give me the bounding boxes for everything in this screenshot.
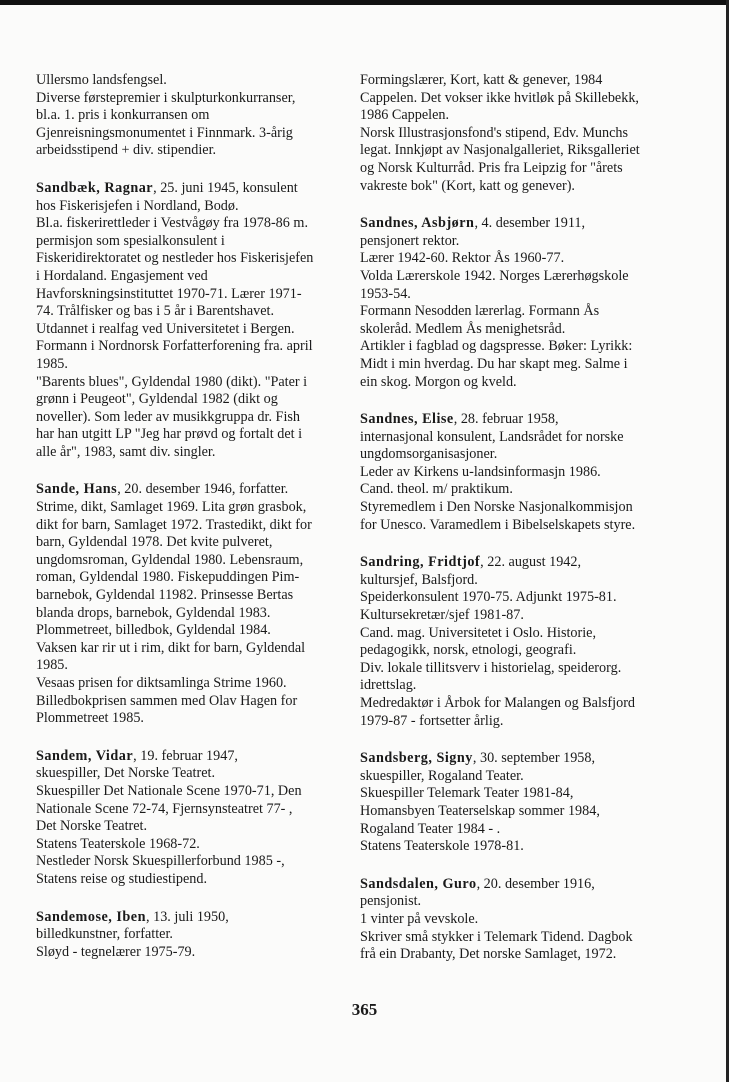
entry-sandsberg-signy	[360, 750, 700, 856]
entry-sandsdalen-guro	[360, 876, 700, 964]
entry-text-line: blanda drops, barnebok, Gyldendal 1983.	[36, 604, 271, 621]
entry-text-line: Vaksen kar rir ut i rim, dikt for barn, Gyldendal	[36, 639, 306, 656]
entry-text-line: Skuespiller Telemark Teater 1981-84,	[360, 785, 574, 802]
entry-intro: , 4. desember 1911,	[474, 215, 586, 232]
entry-heading	[36, 748, 336, 766]
entry-sande-hans	[36, 481, 336, 727]
entry-text-line: internasjonal konsulent, Landsrådet for norske	[360, 428, 624, 445]
entry-heading	[36, 481, 336, 499]
entry-text-line: Medredaktør i Årbok for Malangen og Balsfjord	[360, 695, 636, 711]
entry-text-line: skuespiller, Rogaland Teater.	[360, 767, 524, 784]
entry-sandb-k-ragnar	[36, 180, 336, 462]
entry-intro: , 30. september 1958,	[472, 750, 596, 767]
entry-text-line: idrettslag.	[360, 677, 417, 694]
entry-text-line: Homansbyen Teaterselskap sommer 1984,	[360, 802, 600, 819]
entry-text-line: Sløyd - tegnelærer 1975-79.	[36, 943, 196, 960]
entry-text-line: billedkunstner, forfatter.	[36, 926, 173, 943]
entry-sandem-vidar	[36, 748, 336, 889]
entry-heading	[360, 554, 700, 572]
entry-text-line: Diverse førstepremier i skulpturkonkurranser,	[36, 89, 296, 106]
entry-text-line: 1986 Cappelen.	[360, 107, 450, 124]
entry-text-line: pensjonert rektor.	[360, 232, 460, 249]
entry-text-line: bl.a. 1. pris i konkurransen om	[36, 107, 210, 124]
entry-intro: , 13. juli 1950,	[146, 908, 229, 925]
entry-text-line: Kultursekretær/sjef 1981-87.	[360, 607, 524, 624]
scan-edge-top	[0, 0, 729, 5]
entry-intro: , 25. juni 1945, konsulent	[153, 179, 298, 196]
entry-text-line: Plommetreet, billedbok, Gyldendal 1984.	[36, 622, 271, 639]
person-name: Sandbæk, Ragnar	[36, 179, 154, 196]
entry-text-line: Styremedlem i Den Norske Nasjonalkommisjon	[360, 499, 633, 516]
left-column	[36, 72, 336, 981]
entry-text-line: Strime, dikt, Samlaget 1969. Lita grøn grasbok,	[36, 499, 307, 516]
entry-text-line: hos Fiskerisjefen i Nordland, Bodø.	[36, 197, 239, 214]
entry-text-line: Formingslærer, Kort, katt & genever, 1984	[360, 72, 603, 88]
entry-text-line: 1979-87 - fortsetter årlig.	[360, 712, 504, 729]
entry-text-line: Fiskeridirektoratet og nestleder hos Fiskerisjefen	[36, 250, 314, 267]
entry-intro: , 20. desember 1916,	[476, 875, 595, 892]
entry-heading	[36, 909, 336, 927]
entry-text-line: "Barents blues", Gyldendal 1980 (dikt). "Pater i	[36, 373, 308, 390]
entry-text-line: noveller). Som leder av musikkgruppa dr. Fish	[36, 408, 301, 425]
entry-text-line: barn, Gyldendal 1978. Det kvite pulveret,	[36, 534, 273, 551]
entry-text-line: frå ein Drabanty, Det norske Samlaget, 1972.	[360, 946, 617, 963]
entry-text-line: 1985.	[36, 355, 68, 372]
entry-text-line: Cand. mag. Universitetet i Oslo. Historie,	[360, 624, 597, 641]
entry-heading	[360, 876, 700, 894]
entry-text-line: Skriver små stykker i Telemark Tidend. Dagbok	[360, 928, 633, 945]
entry-text-line: Utdannet i realfag ved Universitetet i Bergen.	[36, 320, 295, 337]
person-name: Sandem, Vidar	[36, 747, 134, 764]
entry-intro: , 20. desember 1946, forfatter.	[117, 481, 289, 498]
entry-text-line: Statens Teaterskole 1978-81.	[360, 838, 524, 855]
entry-text-line: kultursjef, Balsfjord.	[360, 571, 478, 588]
entry-text-line: 1953-54.	[360, 285, 411, 302]
person-name: Sandemose, Iben	[36, 908, 146, 925]
entry-text-line: Div. lokale tillitsverv i historielag, speiderorg.	[360, 659, 622, 676]
entry-text-line: Statens reise og studiestipend.	[36, 870, 208, 887]
entry-text-line: Cand. theol. m/ praktikum.	[360, 481, 513, 498]
entry-text-line: Artikler i fagblad og dagspresse. Bøker: Lyrikk:	[360, 338, 633, 355]
entry-text-line: ein skog. Morgon og kveld.	[360, 373, 517, 390]
entry-heading	[360, 750, 700, 768]
entry-continuation	[36, 72, 336, 160]
entry-sandring-fridtjof	[360, 554, 700, 730]
entry-text-line: Volda Lærerskole 1942. Norges Lærerhøgskole	[360, 267, 629, 284]
entry-text-line: har han utgitt LP "Jeg har prøvd og fortalt det i	[36, 426, 303, 443]
entry-text-line: Rogaland Teater 1984 - .	[360, 820, 501, 837]
entry-text-line: skuespiller, Det Norske Teatret.	[36, 765, 216, 782]
entry-heading	[360, 215, 700, 233]
entry-text-line: grønn i Peugeot", Gyldendal 1982 (dikt og	[36, 391, 278, 408]
entry-heading	[36, 180, 336, 198]
entry-text-line: 74. Trålfisker og bas i 5 år i Barentshavet.	[36, 303, 274, 320]
entry-text-line: Leder av Kirkens u-landsinformasjn 1986.	[360, 463, 601, 480]
entry-intro: , 28. februar 1958,	[453, 411, 559, 428]
entry-text-line: barnebok, Gyldendal 11982. Prinsesse Bertas	[36, 587, 294, 604]
entry-text-line: ungdomsorganisasjoner.	[360, 446, 498, 463]
entry-intro: , 22. august 1942,	[480, 554, 582, 571]
entry-text-line: Cappelen. Det vokser ikke hvitløk på Skillebekk,	[360, 89, 639, 106]
entry-text-line: Plommetreet 1985.	[36, 710, 144, 727]
entry-sandnes-asbj-rn	[360, 215, 700, 391]
entry-text-line: pensjonist.	[360, 893, 422, 910]
entry-text-line: Midt i min hverdag. Du har skapt meg. Salme i	[360, 355, 628, 372]
entry-continuation	[360, 72, 700, 195]
entry-intro: , 19. februar 1947,	[133, 747, 238, 764]
person-name: Sandsberg, Signy	[360, 750, 473, 767]
entry-text-line: for Unesco. Varamedlem i Bibelselskapets styre.	[360, 516, 636, 533]
entry-text-line: Nestleder Norsk Skuespillerforbund 1985 -,	[36, 853, 285, 870]
entry-text-line: Speiderkonsulent 1970-75. Adjunkt 1975-81.	[360, 589, 617, 606]
entry-text-line: skoleråd. Medlem Ås menighetsråd.	[360, 320, 566, 337]
entry-text-line: Bl.a. fiskerirettleder i Vestvågøy fra 1978-86 m.	[36, 215, 308, 232]
entry-text-line: i Hordaland. Engasjement ved	[36, 267, 208, 284]
entry-text-line: roman, Gyldendal 1980. Fiskepuddingen Pim-	[36, 569, 300, 586]
entry-text-line: Skuespiller Det Nationale Scene 1970-71, Den	[36, 782, 302, 799]
entry-text-line: alle år", 1983, samt div. singler.	[36, 443, 216, 460]
entry-text-line: ungdomsroman, Gyldendal 1980. Lebensraum,	[36, 551, 304, 568]
entry-heading	[360, 411, 700, 429]
entry-text-line: Lærer 1942-60. Rektor Ås 1960-77.	[360, 250, 565, 267]
person-name: Sande, Hans	[36, 481, 118, 498]
entry-text-line: Ullersmo landsfengsel.	[36, 72, 167, 88]
entry-text-line: Billedbokprisen sammen med Olav Hagen for	[36, 692, 298, 709]
entry-text-line: Havforskningsinstituttet 1970-71. Lærer 1971-	[36, 285, 302, 302]
right-column	[360, 72, 700, 984]
entry-text-line: og Norsk Kulturråd. Pris fra Leipzig for "årets	[360, 159, 623, 176]
entry-text-line: permisjon som spesialkonsulent i	[36, 232, 225, 249]
person-name: Sandsdalen, Guro	[360, 875, 477, 892]
entry-text-line: legat. Innkjøpt av Nasjonalgalleriet, Riksgalleriet	[360, 142, 640, 159]
entry-text-line: Formann Nesodden lærerlag. Formann Ås	[360, 303, 600, 320]
entry-text-line: dikt for barn, Samlaget 1972. Trastedikt, dikt for	[36, 516, 312, 533]
entry-sandemose-iben	[36, 909, 336, 962]
entry-text-line: arbeidsstipend + div. stipendier.	[36, 142, 217, 159]
entry-text-line: vakreste bok" (Kort, katt og genever).	[360, 177, 575, 194]
entry-text-line: Nationale Scene 72-74, Fjernsynsteatret 77- ,	[36, 800, 293, 817]
entry-text-line: pedagogikk, norsk, etnologi, geografi.	[360, 642, 577, 659]
person-name: Sandring, Fridtjof	[360, 554, 481, 571]
person-name: Sandnes, Asbjørn	[360, 215, 475, 232]
entry-text-line: Norsk Illustrasjonsfond's stipend, Edv. Munchs	[360, 124, 629, 141]
entry-sandnes-elise	[360, 411, 700, 534]
entry-text-line: 1985.	[36, 657, 68, 674]
person-name: Sandnes, Elise	[360, 411, 454, 428]
entry-text-line: Vesaas prisen for diktsamlinga Strime 1960.	[36, 675, 287, 691]
entry-text-line: Statens Teaterskole 1968-72.	[36, 835, 200, 852]
entry-text-line: Det Norske Teatret.	[36, 818, 148, 835]
page-number: 365	[351, 1000, 378, 1019]
entry-text-line: 1 vinter på vevskole.	[360, 910, 479, 927]
entry-text-line: Gjenreisningsmonumentet i Finnmark. 3-årig	[36, 124, 293, 141]
entry-text-line: Formann i Nordnorsk Forfatterforening fra. april	[36, 338, 313, 355]
